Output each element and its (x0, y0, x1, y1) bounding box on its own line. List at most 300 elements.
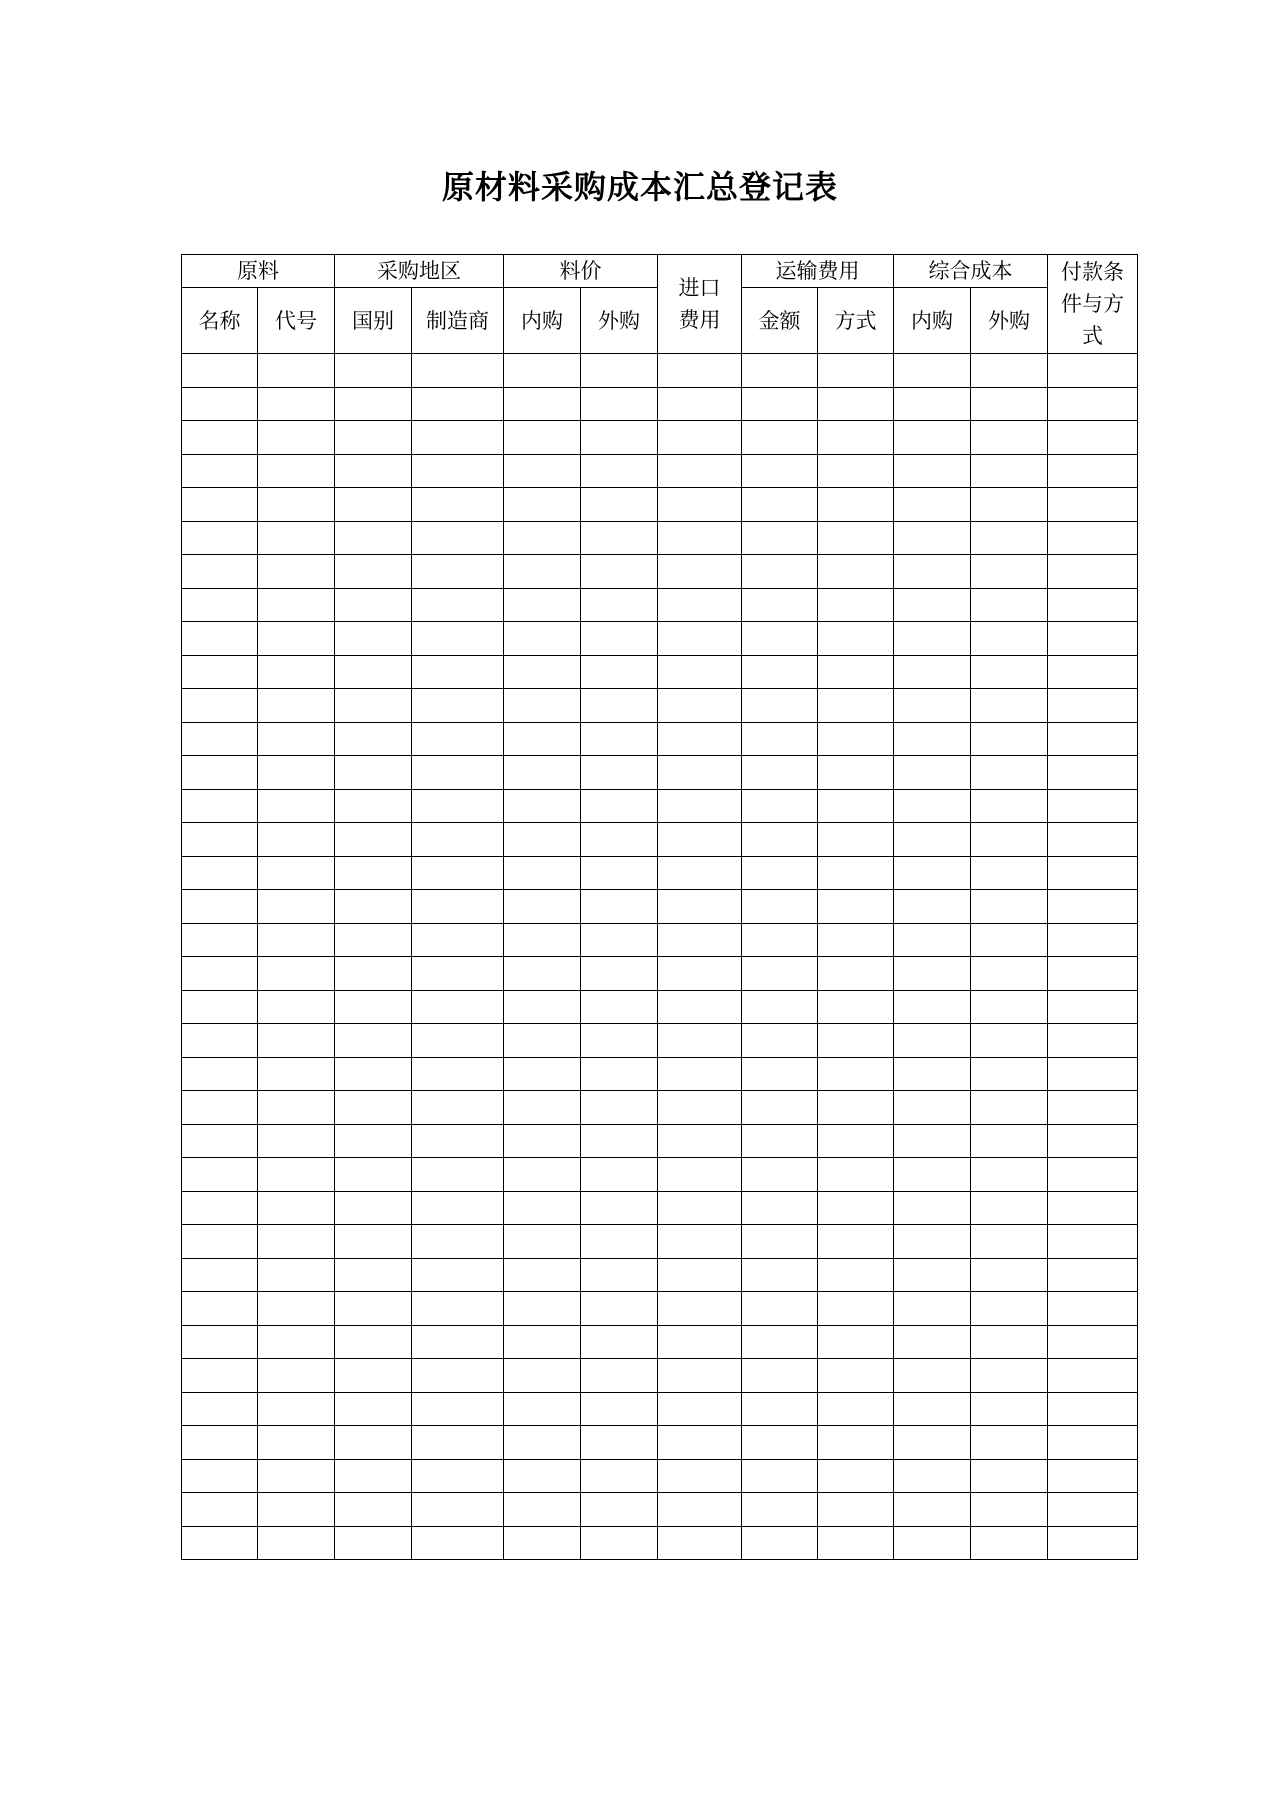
table-cell[interactable] (182, 588, 258, 622)
table-cell[interactable] (818, 1258, 894, 1292)
table-cell[interactable] (258, 1426, 335, 1460)
table-cell[interactable] (412, 722, 504, 756)
table-cell[interactable] (971, 1292, 1048, 1326)
table-cell[interactable] (258, 1325, 335, 1359)
table-cell[interactable] (182, 722, 258, 756)
table-cell[interactable] (412, 923, 504, 957)
table-cell[interactable] (742, 354, 818, 388)
table-cell[interactable] (971, 1091, 1048, 1125)
table-cell[interactable] (182, 421, 258, 455)
table-cell[interactable] (335, 689, 412, 723)
table-cell[interactable] (182, 689, 258, 723)
table-cell[interactable] (581, 555, 658, 589)
table-cell[interactable] (1048, 689, 1138, 723)
table-cell[interactable] (971, 1258, 1048, 1292)
table-cell[interactable] (335, 354, 412, 388)
table-cell[interactable] (742, 622, 818, 656)
table-cell[interactable] (504, 890, 581, 924)
table-cell[interactable] (182, 923, 258, 957)
table-cell[interactable] (182, 622, 258, 656)
table-cell[interactable] (1048, 454, 1138, 488)
table-cell[interactable] (335, 823, 412, 857)
table-cell[interactable] (658, 1258, 742, 1292)
table-cell[interactable] (335, 722, 412, 756)
table-cell[interactable] (971, 521, 1048, 555)
table-cell[interactable] (818, 856, 894, 890)
table-cell[interactable] (742, 1158, 818, 1192)
table-cell[interactable] (504, 923, 581, 957)
table-cell[interactable] (182, 1225, 258, 1259)
table-cell[interactable] (818, 622, 894, 656)
table-cell[interactable] (818, 1392, 894, 1426)
table-cell[interactable] (182, 1191, 258, 1225)
table-cell[interactable] (658, 1158, 742, 1192)
table-cell[interactable] (581, 890, 658, 924)
table-cell[interactable] (182, 354, 258, 388)
table-cell[interactable] (742, 923, 818, 957)
table-cell[interactable] (658, 1124, 742, 1158)
table-cell[interactable] (742, 1359, 818, 1393)
table-cell[interactable] (258, 789, 335, 823)
table-cell[interactable] (258, 387, 335, 421)
table-cell[interactable] (894, 1325, 971, 1359)
table-cell[interactable] (504, 521, 581, 555)
table-cell[interactable] (658, 1292, 742, 1326)
table-cell[interactable] (182, 1024, 258, 1058)
table-cell[interactable] (258, 1158, 335, 1192)
table-cell[interactable] (504, 1091, 581, 1125)
table-cell[interactable] (182, 655, 258, 689)
table-cell[interactable] (182, 1526, 258, 1560)
table-cell[interactable] (504, 1191, 581, 1225)
table-cell[interactable] (894, 856, 971, 890)
table-cell[interactable] (818, 1325, 894, 1359)
table-cell[interactable] (335, 990, 412, 1024)
table-cell[interactable] (894, 823, 971, 857)
table-cell[interactable] (412, 421, 504, 455)
table-cell[interactable] (658, 1426, 742, 1460)
table-cell[interactable] (1048, 1426, 1138, 1460)
table-cell[interactable] (894, 1225, 971, 1259)
table-cell[interactable] (182, 756, 258, 790)
table-cell[interactable] (1048, 1392, 1138, 1426)
table-cell[interactable] (818, 1191, 894, 1225)
table-cell[interactable] (182, 1158, 258, 1192)
table-cell[interactable] (335, 1191, 412, 1225)
table-cell[interactable] (818, 1225, 894, 1259)
table-cell[interactable] (971, 1392, 1048, 1426)
table-cell[interactable] (258, 354, 335, 388)
table-cell[interactable] (182, 1493, 258, 1527)
table-cell[interactable] (1048, 1191, 1138, 1225)
table-cell[interactable] (412, 1392, 504, 1426)
table-cell[interactable] (581, 722, 658, 756)
table-cell[interactable] (504, 689, 581, 723)
table-cell[interactable] (581, 521, 658, 555)
table-cell[interactable] (658, 957, 742, 991)
table-cell[interactable] (658, 421, 742, 455)
table-cell[interactable] (658, 923, 742, 957)
table-cell[interactable] (971, 588, 1048, 622)
table-cell[interactable] (258, 655, 335, 689)
table-cell[interactable] (335, 488, 412, 522)
table-cell[interactable] (581, 823, 658, 857)
table-cell[interactable] (258, 923, 335, 957)
table-cell[interactable] (335, 1292, 412, 1326)
table-cell[interactable] (504, 1292, 581, 1326)
table-cell[interactable] (504, 1024, 581, 1058)
table-cell[interactable] (1048, 588, 1138, 622)
table-cell[interactable] (335, 1158, 412, 1192)
table-cell[interactable] (258, 689, 335, 723)
table-cell[interactable] (581, 923, 658, 957)
table-cell[interactable] (258, 957, 335, 991)
table-cell[interactable] (894, 454, 971, 488)
table-cell[interactable] (742, 387, 818, 421)
table-cell[interactable] (335, 1258, 412, 1292)
table-cell[interactable] (742, 1024, 818, 1058)
table-cell[interactable] (258, 856, 335, 890)
table-cell[interactable] (581, 655, 658, 689)
table-cell[interactable] (182, 1258, 258, 1292)
table-cell[interactable] (182, 555, 258, 589)
table-cell[interactable] (581, 1526, 658, 1560)
table-cell[interactable] (658, 789, 742, 823)
table-cell[interactable] (258, 1191, 335, 1225)
table-cell[interactable] (258, 1392, 335, 1426)
table-cell[interactable] (258, 722, 335, 756)
table-cell[interactable] (818, 1459, 894, 1493)
table-cell[interactable] (971, 1191, 1048, 1225)
table-cell[interactable] (335, 923, 412, 957)
table-cell[interactable] (335, 521, 412, 555)
table-cell[interactable] (335, 1325, 412, 1359)
table-cell[interactable] (818, 789, 894, 823)
table-cell[interactable] (894, 1258, 971, 1292)
table-cell[interactable] (504, 1325, 581, 1359)
table-cell[interactable] (818, 756, 894, 790)
table-cell[interactable] (504, 421, 581, 455)
table-cell[interactable] (894, 655, 971, 689)
table-cell[interactable] (742, 1392, 818, 1426)
table-cell[interactable] (658, 354, 742, 388)
table-cell[interactable] (1048, 1091, 1138, 1125)
table-cell[interactable] (658, 1191, 742, 1225)
table-cell[interactable] (894, 789, 971, 823)
table-cell[interactable] (258, 823, 335, 857)
table-cell[interactable] (412, 789, 504, 823)
table-cell[interactable] (335, 622, 412, 656)
table-cell[interactable] (742, 957, 818, 991)
table-cell[interactable] (742, 1258, 818, 1292)
table-cell[interactable] (818, 1359, 894, 1393)
table-cell[interactable] (658, 1057, 742, 1091)
table-cell[interactable] (335, 1124, 412, 1158)
table-cell[interactable] (894, 555, 971, 589)
table-cell[interactable] (412, 454, 504, 488)
table-cell[interactable] (894, 1024, 971, 1058)
table-cell[interactable] (742, 823, 818, 857)
table-cell[interactable] (1048, 622, 1138, 656)
table-cell[interactable] (658, 1024, 742, 1058)
table-cell[interactable] (412, 756, 504, 790)
table-cell[interactable] (742, 1225, 818, 1259)
table-cell[interactable] (504, 1258, 581, 1292)
table-cell[interactable] (818, 1526, 894, 1560)
table-cell[interactable] (971, 689, 1048, 723)
table-cell[interactable] (742, 689, 818, 723)
table-cell[interactable] (412, 990, 504, 1024)
table-cell[interactable] (258, 1258, 335, 1292)
table-cell[interactable] (335, 655, 412, 689)
table-cell[interactable] (412, 1225, 504, 1259)
table-cell[interactable] (742, 488, 818, 522)
table-cell[interactable] (504, 1158, 581, 1192)
table-cell[interactable] (412, 856, 504, 890)
table-cell[interactable] (818, 655, 894, 689)
table-cell[interactable] (971, 756, 1048, 790)
table-cell[interactable] (335, 1459, 412, 1493)
table-cell[interactable] (658, 722, 742, 756)
table-cell[interactable] (894, 890, 971, 924)
table-cell[interactable] (894, 957, 971, 991)
table-cell[interactable] (658, 1526, 742, 1560)
table-cell[interactable] (182, 890, 258, 924)
table-cell[interactable] (182, 1292, 258, 1326)
table-cell[interactable] (742, 1091, 818, 1125)
table-cell[interactable] (412, 823, 504, 857)
table-cell[interactable] (335, 1024, 412, 1058)
table-cell[interactable] (412, 488, 504, 522)
table-cell[interactable] (182, 1392, 258, 1426)
table-cell[interactable] (818, 1493, 894, 1527)
table-cell[interactable] (742, 990, 818, 1024)
table-cell[interactable] (742, 1292, 818, 1326)
table-cell[interactable] (894, 1526, 971, 1560)
table-cell[interactable] (742, 1526, 818, 1560)
table-cell[interactable] (581, 789, 658, 823)
table-cell[interactable] (412, 521, 504, 555)
table-cell[interactable] (894, 756, 971, 790)
table-cell[interactable] (971, 622, 1048, 656)
table-cell[interactable] (581, 1225, 658, 1259)
table-cell[interactable] (504, 1225, 581, 1259)
table-cell[interactable] (504, 1526, 581, 1560)
table-cell[interactable] (658, 689, 742, 723)
table-cell[interactable] (818, 1057, 894, 1091)
table-cell[interactable] (335, 454, 412, 488)
table-cell[interactable] (412, 1325, 504, 1359)
table-cell[interactable] (504, 622, 581, 656)
table-cell[interactable] (581, 1459, 658, 1493)
table-cell[interactable] (182, 856, 258, 890)
table-cell[interactable] (971, 387, 1048, 421)
table-cell[interactable] (1048, 1325, 1138, 1359)
table-cell[interactable] (894, 722, 971, 756)
table-cell[interactable] (581, 1258, 658, 1292)
table-cell[interactable] (412, 1292, 504, 1326)
table-cell[interactable] (971, 1024, 1048, 1058)
table-cell[interactable] (581, 1359, 658, 1393)
table-cell[interactable] (1048, 1526, 1138, 1560)
table-cell[interactable] (581, 421, 658, 455)
table-cell[interactable] (818, 1426, 894, 1460)
table-cell[interactable] (412, 1459, 504, 1493)
table-cell[interactable] (182, 1459, 258, 1493)
table-cell[interactable] (894, 1493, 971, 1527)
table-cell[interactable] (335, 1526, 412, 1560)
table-cell[interactable] (412, 1526, 504, 1560)
table-cell[interactable] (971, 923, 1048, 957)
table-cell[interactable] (894, 387, 971, 421)
table-cell[interactable] (658, 1091, 742, 1125)
table-cell[interactable] (258, 521, 335, 555)
table-cell[interactable] (971, 856, 1048, 890)
table-cell[interactable] (581, 689, 658, 723)
table-cell[interactable] (658, 454, 742, 488)
table-cell[interactable] (504, 756, 581, 790)
table-cell[interactable] (971, 421, 1048, 455)
table-cell[interactable] (412, 957, 504, 991)
table-cell[interactable] (504, 856, 581, 890)
table-cell[interactable] (742, 1493, 818, 1527)
table-cell[interactable] (581, 588, 658, 622)
table-cell[interactable] (658, 856, 742, 890)
table-cell[interactable] (818, 488, 894, 522)
table-cell[interactable] (581, 957, 658, 991)
table-cell[interactable] (504, 722, 581, 756)
table-cell[interactable] (182, 957, 258, 991)
table-cell[interactable] (818, 555, 894, 589)
table-cell[interactable] (818, 722, 894, 756)
table-cell[interactable] (894, 1359, 971, 1393)
table-cell[interactable] (412, 1493, 504, 1527)
table-cell[interactable] (894, 1459, 971, 1493)
table-cell[interactable] (504, 1057, 581, 1091)
table-cell[interactable] (742, 722, 818, 756)
table-cell[interactable] (818, 454, 894, 488)
table-cell[interactable] (971, 655, 1048, 689)
table-cell[interactable] (971, 1225, 1048, 1259)
table-cell[interactable] (1048, 890, 1138, 924)
table-cell[interactable] (742, 655, 818, 689)
table-cell[interactable] (581, 1124, 658, 1158)
table-cell[interactable] (818, 1124, 894, 1158)
table-cell[interactable] (818, 689, 894, 723)
table-cell[interactable] (335, 1392, 412, 1426)
table-cell[interactable] (742, 454, 818, 488)
table-cell[interactable] (182, 454, 258, 488)
table-cell[interactable] (818, 354, 894, 388)
table-cell[interactable] (658, 890, 742, 924)
table-cell[interactable] (412, 689, 504, 723)
table-cell[interactable] (412, 555, 504, 589)
table-cell[interactable] (504, 1493, 581, 1527)
table-cell[interactable] (818, 823, 894, 857)
table-cell[interactable] (581, 1158, 658, 1192)
table-cell[interactable] (335, 756, 412, 790)
table-cell[interactable] (182, 1426, 258, 1460)
table-cell[interactable] (1048, 722, 1138, 756)
table-cell[interactable] (1048, 1459, 1138, 1493)
table-cell[interactable] (258, 890, 335, 924)
table-cell[interactable] (182, 990, 258, 1024)
table-cell[interactable] (258, 756, 335, 790)
table-cell[interactable] (581, 488, 658, 522)
table-cell[interactable] (658, 555, 742, 589)
table-cell[interactable] (658, 387, 742, 421)
table-cell[interactable] (971, 1057, 1048, 1091)
table-cell[interactable] (971, 1325, 1048, 1359)
table-cell[interactable] (818, 890, 894, 924)
table-cell[interactable] (742, 588, 818, 622)
table-cell[interactable] (182, 1057, 258, 1091)
table-cell[interactable] (894, 990, 971, 1024)
table-cell[interactable] (971, 890, 1048, 924)
table-cell[interactable] (335, 789, 412, 823)
table-cell[interactable] (581, 454, 658, 488)
table-cell[interactable] (894, 923, 971, 957)
table-cell[interactable] (182, 789, 258, 823)
table-cell[interactable] (658, 1325, 742, 1359)
table-cell[interactable] (581, 1091, 658, 1125)
table-cell[interactable] (504, 1359, 581, 1393)
table-cell[interactable] (258, 1024, 335, 1058)
table-cell[interactable] (894, 622, 971, 656)
table-cell[interactable] (1048, 823, 1138, 857)
table-cell[interactable] (971, 354, 1048, 388)
table-cell[interactable] (412, 1124, 504, 1158)
table-cell[interactable] (581, 387, 658, 421)
table-cell[interactable] (742, 1124, 818, 1158)
table-cell[interactable] (504, 990, 581, 1024)
table-cell[interactable] (1048, 421, 1138, 455)
table-cell[interactable] (742, 1057, 818, 1091)
table-cell[interactable] (658, 990, 742, 1024)
table-cell[interactable] (971, 1158, 1048, 1192)
table-cell[interactable] (504, 454, 581, 488)
table-cell[interactable] (658, 756, 742, 790)
table-cell[interactable] (1048, 1158, 1138, 1192)
table-cell[interactable] (742, 555, 818, 589)
table-cell[interactable] (971, 555, 1048, 589)
table-cell[interactable] (581, 1493, 658, 1527)
table-cell[interactable] (335, 890, 412, 924)
table-cell[interactable] (894, 1124, 971, 1158)
table-cell[interactable] (742, 756, 818, 790)
table-cell[interactable] (894, 421, 971, 455)
table-cell[interactable] (818, 387, 894, 421)
table-cell[interactable] (971, 789, 1048, 823)
table-cell[interactable] (581, 856, 658, 890)
table-cell[interactable] (971, 1124, 1048, 1158)
table-cell[interactable] (182, 823, 258, 857)
table-cell[interactable] (742, 1426, 818, 1460)
table-cell[interactable] (971, 1426, 1048, 1460)
table-cell[interactable] (658, 823, 742, 857)
table-cell[interactable] (258, 1459, 335, 1493)
table-cell[interactable] (335, 387, 412, 421)
table-cell[interactable] (412, 1191, 504, 1225)
table-cell[interactable] (412, 1258, 504, 1292)
table-cell[interactable] (504, 1392, 581, 1426)
table-cell[interactable] (504, 354, 581, 388)
table-cell[interactable] (258, 622, 335, 656)
table-cell[interactable] (581, 1057, 658, 1091)
table-cell[interactable] (1048, 957, 1138, 991)
table-cell[interactable] (182, 488, 258, 522)
table-cell[interactable] (581, 622, 658, 656)
